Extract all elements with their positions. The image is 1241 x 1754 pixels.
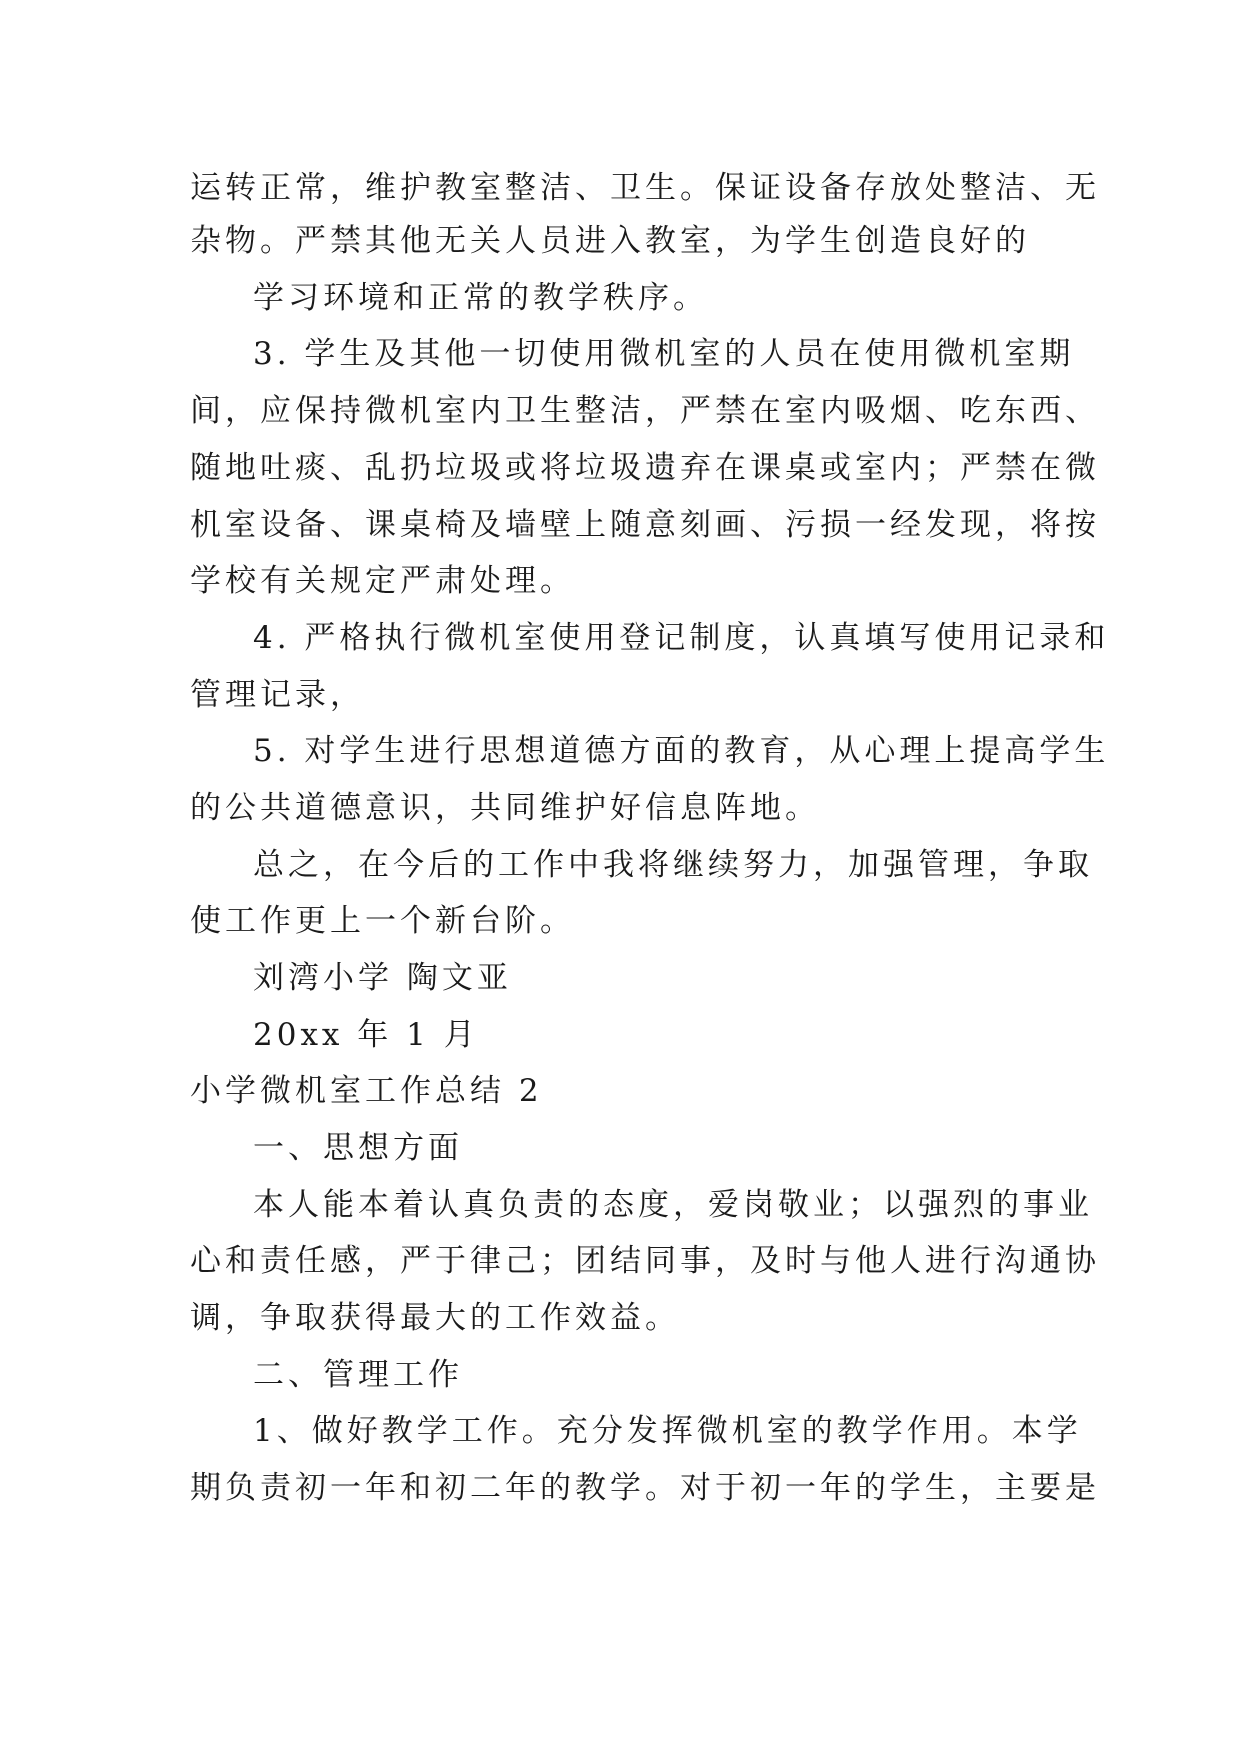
text-line: 管理记录， [190,677,365,713]
text-line: 总之，在今后的工作中我将继续努力，加强管理，争取 [253,847,1093,883]
section-heading: 二、管理工作 [253,1357,463,1393]
section-title: 小学微机室工作总结 2 [190,1073,543,1109]
text-line: 5. 对学生进行思想道德方面的教育，从心理上提高学生 [253,733,1110,769]
signature-line: 刘湾小学 陶文亚 [253,960,512,996]
text-line: 本人能本着认真负责的态度，爱岗敬业；以强烈的事业 [253,1187,1093,1223]
text-line: 学校有关规定严肃处理。 [190,563,575,599]
text-line: 的公共道德意识，共同维护好信息阵地。 [190,790,820,826]
text-line: 学习环境和正常的教学秩序。 [253,280,708,316]
text-line: 杂物。严禁其他无关人员进入教室，为学生创造良好的 [190,223,1030,259]
section-heading: 一、思想方面 [253,1130,463,1166]
text-line: 4. 严格执行微机室使用登记制度，认真填写使用记录和 [253,620,1110,656]
text-line: 间，应保持微机室内卫生整洁，严禁在室内吸烟、吃东西、 [190,393,1100,429]
text-line: 随地吐痰、乱扔垃圾或将垃圾遗弃在课桌或室内；严禁在微 [190,450,1100,486]
text-line: 期负责初一年和初二年的教学。对于初一年的学生，主要是 [190,1470,1100,1506]
text-line: 使工作更上一个新台阶。 [190,903,575,939]
text-line: 3. 学生及其他一切使用微机室的人员在使用微机室期 [253,336,1075,372]
date-line: 20xx 年 1 月 [253,1017,479,1053]
text-line: 机室设备、课桌椅及墙壁上随意刻画、污损一经发现，将按 [190,507,1100,543]
text-line: 1、做好教学工作。充分发挥微机室的教学作用。本学 [253,1413,1082,1449]
text-line: 调，争取获得最大的工作效益。 [190,1300,680,1336]
text-line: 心和责任感，严于律己；团结同事，及时与他人进行沟通协 [190,1243,1100,1279]
text-line: 运转正常，维护教室整洁、卫生。保证设备存放处整洁、无 [190,170,1100,206]
